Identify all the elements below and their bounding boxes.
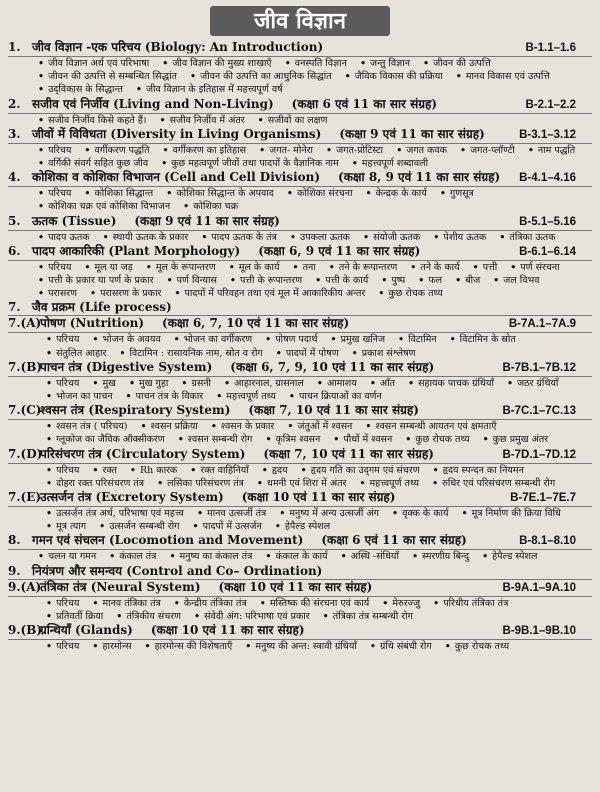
topic-item: • लसिका परिसंचरण तंत्र bbox=[157, 478, 244, 489]
chapter-heading bbox=[8, 244, 592, 261]
chapter-number: 3. bbox=[8, 126, 21, 141]
chapter-page-range: B-9B.1–9B.10 bbox=[502, 625, 576, 638]
topic-item: • हृदय स्पन्दन का नियमन bbox=[433, 465, 524, 476]
chapter-entry bbox=[8, 214, 592, 244]
topic-item: • पादपों में परिवहन तथा एवं मूल में आकारिकीय अन्तर bbox=[174, 288, 365, 299]
topic-list bbox=[38, 57, 592, 97]
topic-list bbox=[38, 187, 592, 213]
topic-item: • मूत्र निर्माण की क्रिया विधि bbox=[462, 508, 561, 519]
topic-item: • जीवन की उत्पत्ति से सम्बन्धित सिद्धांत bbox=[38, 71, 177, 82]
topic-item: • परिधीय तंत्रिका तंत्र bbox=[433, 598, 508, 609]
topic-item: • कुछ प्रमुख अंतर bbox=[483, 434, 549, 445]
topic-item: • पुष्प bbox=[381, 275, 405, 286]
chapter-title: गमन एवं संचलन (Locomotion and Movement) bbox=[32, 533, 304, 548]
topic-item: • वर्गीकरण पद्धति bbox=[84, 145, 149, 156]
topic-list bbox=[46, 420, 592, 446]
topic-item: • वनस्पति विज्ञान bbox=[285, 58, 347, 69]
chapter-entry bbox=[8, 533, 592, 563]
topic-item: • परिचय bbox=[38, 262, 71, 273]
topic-item: • जठर ग्रंथियाँ bbox=[507, 378, 558, 389]
topic-item: • तंत्रिका तंत्र सम्बन्धी रोग bbox=[323, 611, 413, 622]
topic-item: • परिचय bbox=[46, 334, 79, 345]
topic-item: • वर्गीकरण का इतिहास bbox=[163, 145, 246, 156]
chapter-title: पादप आकारिकी (Plant Morphology) bbox=[32, 243, 241, 258]
topic-list bbox=[38, 114, 592, 127]
topic-item: • तने के कार्य bbox=[410, 262, 459, 273]
chapter-title: ग्रन्थियाँ (Glands) bbox=[40, 623, 133, 638]
topic-item: • तना bbox=[293, 262, 316, 273]
topic-item: • पाचन क्रियाओं का वर्णन bbox=[289, 391, 382, 402]
topic-item: • सजीवों का लक्षण bbox=[258, 115, 328, 126]
topic-item: • धमनी एवं शिरा में अंतर bbox=[257, 478, 346, 489]
topic-item: • प्रतिवर्ती क्रिया bbox=[46, 611, 103, 622]
topic-item: • कृत्रिम श्वसन bbox=[265, 434, 320, 445]
chapter-number: 5. bbox=[8, 213, 21, 228]
topic-item: • पत्ती bbox=[473, 262, 498, 273]
chapter-class-note: (कक्षा 7, 10 एवं 11 का सार संग्रह) bbox=[248, 403, 419, 418]
topic-item: • आँत bbox=[370, 378, 395, 389]
topic-list bbox=[38, 261, 592, 301]
topic-item: • तने के रूपान्तरण bbox=[329, 262, 397, 273]
topic-item: • कुछ महत्वपूर्ण जीवों तथा पादपों के वैज्ञानिक नाम bbox=[161, 158, 339, 169]
chapter-page-range: B-9A.1–9A.10 bbox=[502, 581, 576, 594]
topic-item: • संयोजी ऊतक bbox=[363, 232, 420, 243]
chapter-entry bbox=[8, 564, 592, 580]
topic-item: • पादपों में उत्सर्जन bbox=[193, 521, 262, 532]
chapter-number: 1. bbox=[8, 40, 21, 54]
chapter-title: उत्सर्जन तंत्र (Excretory System) bbox=[40, 490, 224, 505]
chapter-class-note: (कक्षा 10 एवं 11 का सार संग्रह) bbox=[241, 490, 396, 505]
topic-item: • मानव विकास एवं उत्पत्ति bbox=[456, 71, 550, 82]
topic-item: • अस्थि -संधियाँ bbox=[341, 551, 399, 562]
chapter-entry bbox=[8, 127, 592, 170]
chapter-class-note: (कक्षा 8, 9 एवं 11 का सार संग्रह) bbox=[338, 170, 501, 185]
topic-item: • जीव विज्ञान अर्थ एवं परिभाषा bbox=[38, 58, 149, 69]
topic-list bbox=[46, 464, 592, 490]
topic-item: • जगत- मोनेरा bbox=[259, 145, 313, 156]
topic-item: • Rh कारक bbox=[130, 465, 177, 476]
topic-item: • उद्‌विकास के सिद्धान्त bbox=[38, 84, 123, 95]
topic-item: • मनुष्य में अन्य उत्सर्जी अंग bbox=[279, 508, 379, 519]
topic-item: • हेपैल्ड स्पेशल bbox=[275, 521, 330, 532]
chapter-class-note: (कक्षा 10 एवं 11 का सार संग्रह) bbox=[150, 623, 305, 638]
topic-list bbox=[38, 231, 592, 244]
topic-item: • पौधों में श्वसन bbox=[333, 434, 392, 445]
topic-item: • श्वसन प्रक्रिया bbox=[141, 421, 198, 432]
topic-item: • पाचन तंत्र के विकार bbox=[126, 391, 204, 402]
topic-item: • स्थायी ऊतक के प्रकार bbox=[103, 232, 189, 243]
chapter-number: 7. bbox=[8, 300, 21, 315]
chapter-number: 7.(D) bbox=[8, 446, 43, 461]
topic-item: • स्मरणीय बिन्दु bbox=[412, 551, 469, 562]
topic-item: • मूल या जड़ bbox=[84, 262, 132, 273]
chapter-entry bbox=[8, 623, 592, 653]
chapter-page-range: B-8.1–8.10 bbox=[519, 535, 576, 548]
chapter-number: 7.(C) bbox=[8, 403, 42, 418]
topic-item: • मानव तंत्रिका तंत्र bbox=[92, 598, 160, 609]
topic-item: • कोशिका चक्र bbox=[183, 201, 238, 212]
chapter-title: जीव विज्ञान -एक परिचय (Biology: An Introduction) bbox=[32, 40, 324, 54]
topic-item: • जीव विज्ञान की मुख्य शाखाएँ bbox=[162, 58, 271, 69]
chapter-title: तंत्रिका तंत्र (Neural System) bbox=[40, 579, 201, 594]
chapter-entry bbox=[8, 403, 592, 446]
chapter-heading bbox=[8, 300, 592, 316]
topic-item: • संवेदी अंग: परिभाषा एवं प्रकार bbox=[194, 611, 310, 622]
topic-item: • जैविक विकास की प्रक्रिया bbox=[345, 71, 443, 82]
topic-item: • भोजन का वर्गीकरण bbox=[174, 334, 252, 345]
topic-item: • कंकाल के कार्य bbox=[265, 551, 327, 562]
topic-item: • विटामिन : रासायनिक नाम, स्रोत व रोग bbox=[119, 348, 262, 359]
chapter-list bbox=[8, 40, 592, 653]
topic-item: • परिचय bbox=[46, 598, 79, 609]
chapter-number: 2. bbox=[8, 96, 21, 111]
topic-item: • मुख bbox=[92, 378, 116, 389]
chapter-class-note: (कक्षा 7, 10 एवं 11 का सार संग्रह) bbox=[263, 446, 434, 461]
chapter-number: 7.(B) bbox=[8, 359, 43, 374]
chapter-class-note: (कक्षा 6 एवं 11 का सार संग्रह) bbox=[291, 96, 438, 111]
topic-item: • बीज bbox=[455, 275, 480, 286]
topic-item: • हृदय गति का उद्‌गम एवं संचरण bbox=[301, 465, 420, 476]
topic-item: • श्वसन सम्बन्धी रोग bbox=[178, 434, 253, 445]
topic-item: • मनुष्य की अन्त: स्त्रावी ग्रंथियाँ bbox=[245, 641, 357, 652]
chapter-number: 4. bbox=[8, 170, 21, 185]
topic-item: • श्वसन तंत्र ( परिचय) bbox=[46, 421, 128, 432]
chapter-class-note: (कक्षा 9 एवं 11 का सार संग्रह) bbox=[339, 126, 485, 141]
topic-item: • मस्तिष्क की संरचना एवं कार्य bbox=[260, 598, 370, 609]
chapter-heading bbox=[8, 360, 592, 377]
chapter-entry bbox=[8, 490, 592, 533]
chapter-page-range: B-3.1–3.12 bbox=[519, 128, 576, 141]
topic-item: • मूल के रूपान्तरण bbox=[146, 262, 216, 273]
topic-item: • वृक्क के कार्य bbox=[392, 508, 448, 519]
chapter-page-range: B-4.1–4.16 bbox=[519, 172, 576, 185]
topic-item: • जीवन की उत्पत्ति bbox=[423, 58, 491, 69]
topic-item: • पोषण पदार्थ bbox=[265, 334, 317, 345]
chapter-entry bbox=[8, 244, 592, 301]
chapter-title: जैव प्रक्रम (Life process) bbox=[32, 300, 172, 315]
chapter-heading bbox=[8, 490, 592, 507]
chapter-entry bbox=[8, 580, 592, 623]
topic-item: • जीवन की उत्पत्ति का आधुनिक सिद्धांत bbox=[190, 71, 332, 82]
chapter-class-note: (कक्षा 6, 9 एवं 11 का सार संग्रह) bbox=[258, 243, 421, 258]
topic-item: • कुछ रोचक तथ्य bbox=[445, 641, 509, 652]
topic-item: • पेशीय ऊतक bbox=[433, 232, 486, 243]
topic-item: • तंत्रिकीय संचरण bbox=[116, 611, 181, 622]
topic-item: • कुछ रोचक तथ्य bbox=[378, 288, 442, 299]
chapter-entry bbox=[8, 300, 592, 316]
topic-item: • हेपैल्ड स्पेशल bbox=[482, 551, 537, 562]
page-title: जीव विज्ञान bbox=[210, 6, 390, 36]
chapter-page-range: B-5.1–5.16 bbox=[519, 215, 576, 228]
topic-item: • मेरुरज्जु bbox=[382, 598, 420, 609]
topic-item: • श्वसन के प्रकार bbox=[211, 421, 274, 432]
topic-item: • फल bbox=[418, 275, 442, 286]
chapter-entry bbox=[8, 360, 592, 403]
chapter-title: कोशिका व कोशिका विभाजन (Cell and Cell Division) bbox=[32, 170, 321, 185]
topic-item: • मानव उत्सर्जी तंत्र bbox=[197, 508, 266, 519]
topic-item: • वर्गिकी संवर्ग सहित कुछ जीव bbox=[38, 158, 148, 169]
topic-item: • हारमोन्स bbox=[92, 641, 131, 652]
topic-item: • कुछ रोचक तथ्य bbox=[405, 434, 469, 445]
topic-item: • ग्रसनी bbox=[181, 378, 211, 389]
topic-item: • मूत्र त्याग bbox=[46, 521, 86, 532]
topic-item: • ग्रंथि संबंधी रोग bbox=[370, 641, 432, 652]
topic-item: • मूल के कार्य bbox=[229, 262, 280, 273]
topic-item: • जगत-प्रोटिस्टा bbox=[326, 145, 383, 156]
topic-item: • परिचय bbox=[38, 188, 71, 199]
chapter-number: 7.(E) bbox=[8, 490, 42, 505]
chapter-page-range: B-6.1–6.14 bbox=[519, 245, 576, 258]
chapter-heading bbox=[8, 97, 592, 114]
topic-item: • परिचय bbox=[46, 641, 79, 652]
topic-list bbox=[38, 144, 592, 170]
chapter-number: 8. bbox=[8, 533, 21, 548]
chapter-heading bbox=[8, 533, 592, 550]
topic-item: • जगत कवक bbox=[396, 145, 447, 156]
chapter-page-range: B-7C.1–7C.13 bbox=[502, 405, 576, 418]
chapter-title: ऊतक (Tissue) bbox=[32, 213, 117, 228]
topic-item: • हारमोन्स की विशेषताएँ bbox=[145, 641, 233, 652]
topic-item: • परासरण के प्रकार bbox=[90, 288, 161, 299]
chapter-title: जीवों में विविधता (Diversity in Living Organisms) bbox=[32, 126, 322, 141]
topic-item: • विटामिन bbox=[398, 334, 436, 345]
topic-item: • केन्द्रीय तंत्रिका तंत्र bbox=[174, 598, 247, 609]
topic-item: • पादप ऊतक bbox=[38, 232, 90, 243]
topic-item: • कोशिका सिद्धान्त bbox=[84, 188, 153, 199]
topic-item: • रक्त bbox=[92, 465, 116, 476]
topic-item: • उपकला ऊतक bbox=[290, 232, 350, 243]
topic-item: • गुणसूत्र bbox=[440, 188, 474, 199]
chapter-heading bbox=[8, 316, 592, 333]
topic-item: • श्वसन सम्बन्धी आयतन एवं क्षमताएँ bbox=[365, 421, 496, 432]
chapter-page-range: B-2.1–2.2 bbox=[525, 98, 576, 111]
topic-list bbox=[38, 550, 592, 563]
topic-item: • कोशिका संरचना bbox=[287, 188, 353, 199]
topic-item: • रुधिर एवं परिसंचरण सम्बन्धी रोग bbox=[432, 478, 555, 489]
chapter-page-range: B-1.1–1.6 bbox=[525, 42, 576, 54]
chapter-title: नियंत्रण और समन्वय (Control and Co– Ordination) bbox=[32, 563, 323, 578]
topic-item: • सजीव निर्जीव किसे कहते हैं। bbox=[38, 115, 146, 126]
chapter-number: 9. bbox=[8, 563, 21, 578]
topic-item: • पादप ऊतक के तंत्र bbox=[201, 232, 277, 243]
topic-item: • मुख गुहा bbox=[129, 378, 168, 389]
topic-list bbox=[46, 597, 592, 623]
chapter-title: श्वसन तंत्र (Respiratory System) bbox=[40, 403, 231, 418]
chapter-page-range: B-7D.1–7D.12 bbox=[502, 448, 576, 461]
chapter-entry bbox=[8, 97, 592, 127]
topic-item: • सजीव निर्जीव में अंतर bbox=[160, 115, 245, 126]
chapter-title: पाचन तंत्र (Digestive System) bbox=[40, 359, 213, 374]
topic-item: • तंत्रिका ऊतक bbox=[499, 232, 555, 243]
chapter-page-range: B-7E.1–7E.7 bbox=[510, 492, 576, 505]
topic-item: • मनुष्य का कंकाल तंत्र bbox=[169, 551, 252, 562]
topic-item: • कंकाल तंत्र bbox=[109, 551, 156, 562]
topic-item: • पत्ती के रूपान्तरण bbox=[230, 275, 302, 286]
chapter-title: पोषण (Nutrition) bbox=[40, 316, 145, 331]
topic-item: • उत्सर्जन तंत्र अर्थ, परिभाषा एवं महत्त्व bbox=[46, 508, 184, 519]
topic-item: • महत्त्वपूर्ण तथ्य bbox=[216, 391, 276, 402]
topic-item: • प्रकाश संश्लेषण bbox=[352, 348, 416, 359]
chapter-page-range: B-7B.1–7B.12 bbox=[502, 361, 576, 374]
topic-item: • जल विभव bbox=[493, 275, 539, 286]
topic-item: • संतुलित आहार bbox=[46, 348, 106, 359]
topic-item: • पर्ण संरचना bbox=[510, 262, 559, 273]
topic-item: • पर्ण विन्यास bbox=[167, 275, 217, 286]
topic-item: • भोजन का पाचन bbox=[46, 391, 113, 402]
topic-item: • पत्ती के प्रकार या पर्ण के प्रकार bbox=[38, 275, 154, 286]
topic-item: • कोशिका सिद्धान्त के अपवाद bbox=[166, 188, 274, 199]
topic-item: • विटामिन के स्रोत bbox=[450, 334, 516, 345]
topic-item: • केन्द्रक के कार्य bbox=[366, 188, 427, 199]
topic-list bbox=[46, 507, 592, 533]
topic-item: • जगत-प्लॉण्टी bbox=[460, 145, 515, 156]
topic-list bbox=[46, 333, 592, 359]
chapter-heading bbox=[8, 170, 592, 187]
topic-item: • महत्त्वपूर्ण शब्दावली bbox=[352, 158, 428, 169]
chapter-class-note: (कक्षा 6 एवं 11 का सार संग्रह) bbox=[321, 533, 467, 548]
topic-item: • जंतुओं में श्वसन bbox=[287, 421, 352, 432]
chapter-title: सजीव एवं निर्जीव (Living and Non-Living) bbox=[32, 96, 274, 111]
topic-item: • रक्त वाहिनियाँ bbox=[190, 465, 248, 476]
topic-list bbox=[46, 377, 592, 403]
chapter-title: परिसंचरण तंत्र (Circulatory System) bbox=[40, 446, 246, 461]
topic-item: • कोशिका चक्र एवं कोशिका विभाजन bbox=[38, 201, 170, 212]
topic-item: • हृदय bbox=[262, 465, 288, 476]
topic-item: • उत्सर्जन सम्बन्धी रोग bbox=[99, 521, 179, 532]
chapter-heading bbox=[8, 564, 592, 580]
chapter-heading bbox=[8, 127, 592, 144]
chapter-number: 6. bbox=[8, 243, 21, 258]
chapter-heading bbox=[8, 214, 592, 231]
chapter-entry bbox=[8, 40, 592, 97]
chapter-class-note: (कक्षा 6, 7, 9, 10 एवं 11 का सार संग्रह) bbox=[230, 359, 435, 374]
chapter-heading bbox=[8, 403, 592, 420]
topic-list bbox=[46, 640, 592, 653]
chapter-entry bbox=[8, 170, 592, 213]
topic-item: • भोजन के अवयव bbox=[92, 334, 160, 345]
topic-item: • आमाशय bbox=[317, 378, 357, 389]
topic-item: • दोहरा रक्त परिसंचरण तंत्र bbox=[46, 478, 144, 489]
topic-item: • सहायक पाचक ग्रंथियाँ bbox=[408, 378, 494, 389]
topic-item: • प्रमुख खनिज bbox=[331, 334, 386, 345]
chapter-number: 9.(A) bbox=[8, 579, 42, 594]
topic-item: • चलन या गमन bbox=[38, 551, 96, 562]
topic-item: • ग्लूकोज का जैविक ऑक्सीकरण bbox=[46, 434, 165, 445]
topic-item: • आहारनाल, ग्रासनाल bbox=[224, 378, 304, 389]
chapter-entry bbox=[8, 447, 592, 490]
topic-item: • नाम पद्धति bbox=[528, 145, 575, 156]
topic-item: • महत्त्वपूर्ण तथ्य bbox=[359, 478, 419, 489]
chapter-heading bbox=[8, 40, 592, 57]
chapter-class-note: (कक्षा 6, 7, 10 एवं 11 का सार संग्रह) bbox=[162, 316, 350, 331]
chapter-number: 7.(A) bbox=[8, 316, 42, 331]
topic-item: • परिचय bbox=[46, 378, 79, 389]
chapter-heading bbox=[8, 447, 592, 464]
topic-item: • परिचय bbox=[38, 145, 71, 156]
chapter-entry bbox=[8, 316, 592, 359]
topic-item: • परासरण bbox=[38, 288, 77, 299]
topic-item: • परिचय bbox=[46, 465, 79, 476]
chapter-number: 9.(B) bbox=[8, 623, 43, 638]
topic-item: • जन्तु विज्ञान bbox=[360, 58, 410, 69]
chapter-heading bbox=[8, 623, 592, 640]
chapter-page-range: B-7A.1–7A.9 bbox=[508, 318, 576, 331]
chapter-class-note: (कक्षा 9 एवं 11 का सार संग्रह) bbox=[134, 213, 280, 228]
chapter-heading bbox=[8, 580, 592, 597]
topic-item: • पत्ती के कार्य bbox=[315, 275, 368, 286]
chapter-class-note: (कक्षा 10 एवं 11 का सार संग्रह) bbox=[218, 579, 373, 594]
topic-item: • जीव विज्ञान के इतिहास में महत्त्वपूर्ण वर्ष bbox=[136, 84, 283, 95]
topic-item: • पादपों में पोषण bbox=[276, 348, 339, 359]
